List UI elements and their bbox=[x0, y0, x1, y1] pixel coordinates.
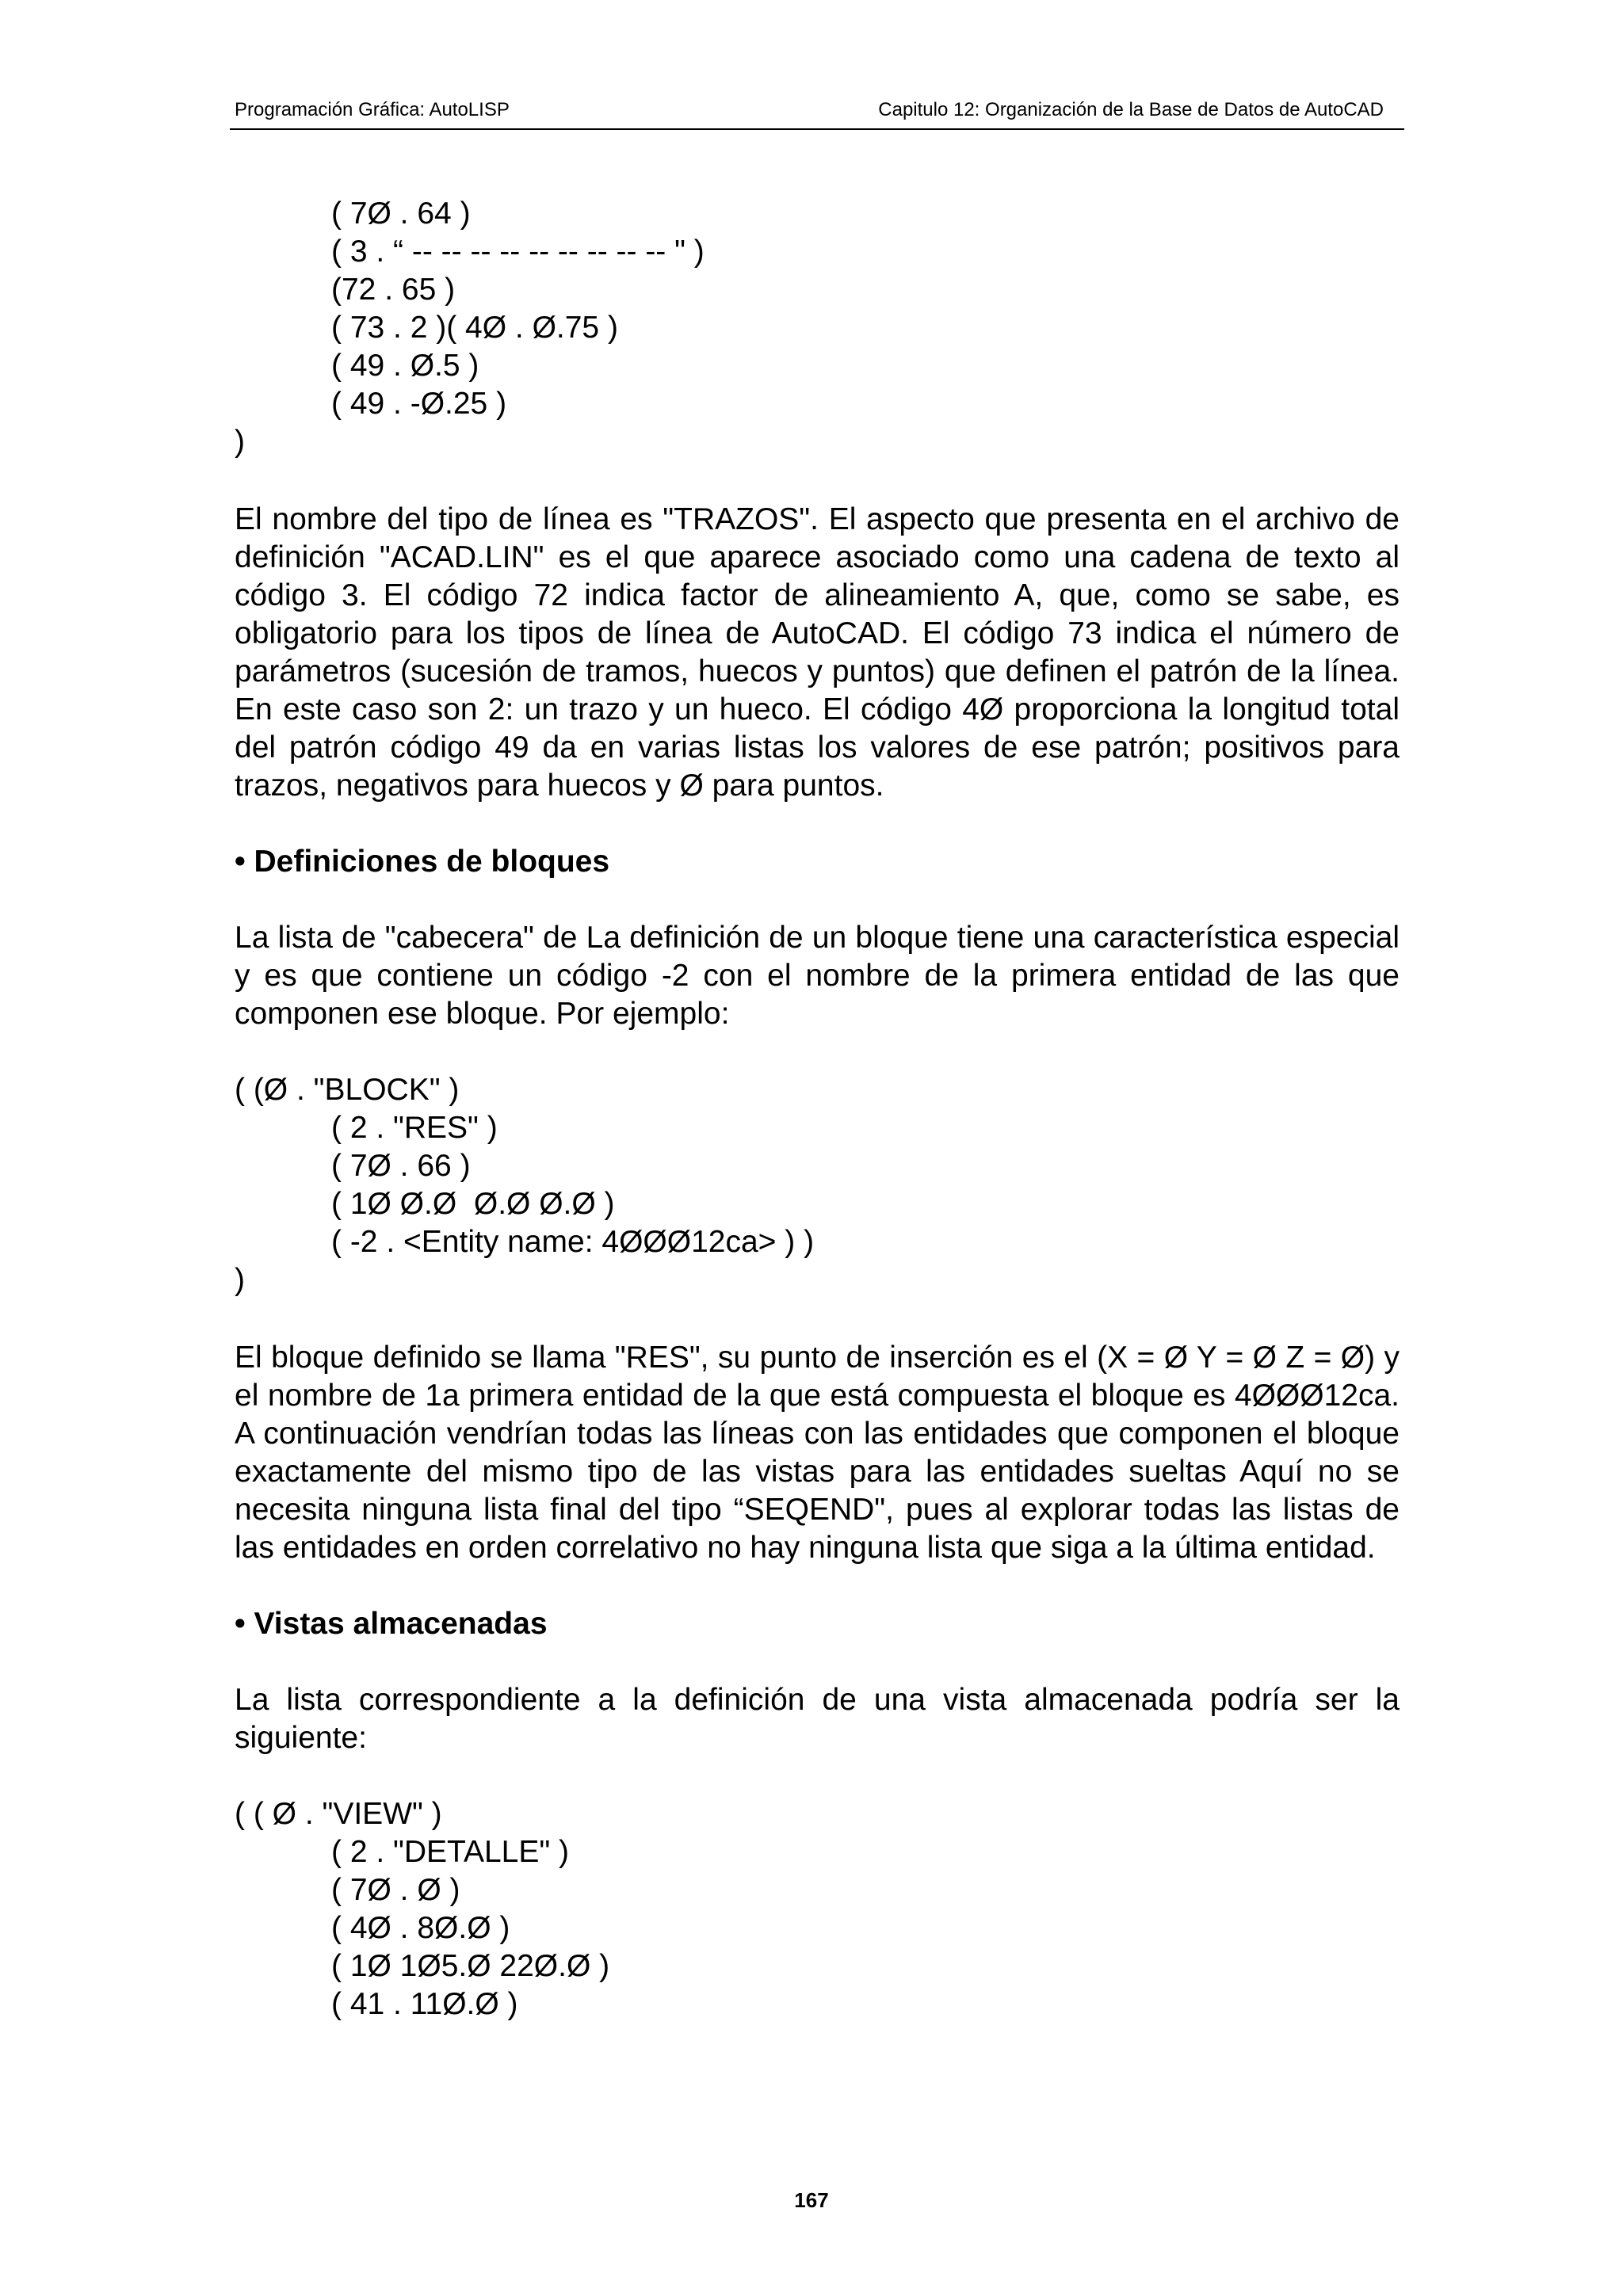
code-block-linetype bbox=[235, 195, 1400, 461]
code-line: ( -2 . <Entity name: 4ØØØ12ca> ) ) bbox=[331, 1225, 815, 1259]
page-content bbox=[235, 195, 1400, 2023]
code-line: ( 7Ø . 64 ) bbox=[331, 196, 471, 231]
code-line: ( 1Ø Ø.Ø Ø.Ø Ø.Ø ) bbox=[331, 1187, 615, 1221]
code-line: ( 73 . 2 )( 4Ø . Ø.75 ) bbox=[331, 311, 618, 345]
section-heading-block-definitions: • Definiciones de bloques bbox=[235, 845, 610, 879]
paragraph-block-header: La lista de "cabecera" de La definición de un bloque tiene una característica especial y es que contiene un código -2 con el nombre de la primera entidad de las que componen ese bloque. Por ejemplo: bbox=[235, 921, 1400, 1031]
code-line: ( 49 . -Ø.25 ) bbox=[331, 387, 507, 421]
section-heading-stored-views: • Vistas almacenadas bbox=[235, 1607, 548, 1641]
code-line: ( 49 . Ø.5 ) bbox=[331, 349, 479, 383]
code-line: ( 2 . "DETALLE" ) bbox=[331, 1835, 570, 1869]
code-line-open: ( ( Ø . "VIEW" ) bbox=[235, 1797, 442, 1831]
code-line: ( 2 . "RES" ) bbox=[331, 1111, 498, 1145]
code-line: ( 4Ø . 8Ø.Ø ) bbox=[331, 1911, 510, 1945]
code-block-view bbox=[235, 1795, 1400, 2023]
code-line: ( 7Ø . Ø ) bbox=[331, 1873, 460, 1907]
header-book-title: Programación Gráfica: AutoLISP bbox=[235, 99, 510, 120]
paragraph-view-intro: La lista correspondiente a la definición de una vista almacenada podría ser la siguiente: bbox=[235, 1683, 1400, 1755]
page-number: 167 bbox=[794, 2188, 829, 2212]
code-line: ( 1Ø 1Ø5.Ø 22Ø.Ø ) bbox=[331, 1949, 610, 1983]
code-line-close: ) bbox=[235, 1263, 245, 1297]
code-line: ( 41 . 11Ø.Ø ) bbox=[331, 1987, 518, 2021]
code-line-open: ( (Ø . "BLOCK" ) bbox=[235, 1073, 460, 1107]
code-block-block bbox=[235, 1071, 1400, 1299]
page-header bbox=[230, 97, 1404, 130]
code-line: ( 3 . “ -- -- -- -- -- -- -- -- -- " ) bbox=[331, 235, 705, 269]
paragraph-block-explanation: El bloque definido se llama "RES", su punto de inserción es el (X = Ø Y = Ø Z = Ø) y el nombre de 1a primera entidad de la que está compuesta el bloque es 4ØØØ12ca. A continuación vendrían todas las líneas con las entidades que componen el bloque exactamente del mismo tipo de las vistas para las entidades sueltas Aquí no se necesita ninguna lista final del tipo “SEQEND", pues al explorar todas las listas de las entidades en orden correlativo no hay ninguna lista que siga a la última entidad. bbox=[235, 1341, 1400, 1565]
code-line: ( 7Ø . 66 ) bbox=[331, 1149, 471, 1183]
header-chapter-title: Capitulo 12: Organización de la Base de Datos de AutoCAD bbox=[878, 99, 1384, 120]
paragraph-linetype-explanation: El nombre del tipo de línea es "TRAZOS". El aspecto que presenta en el archivo de definición "ACAD.LIN" es el que aparece asociado como una cadena de texto al código 3. El código 72 indica factor de alineamiento A, que, como se sabe, es obligatorio para los tipos de línea de AutoCAD. El código 73 indica el número de parámetros (sucesión de tramos, huecos y puntos) que definen el patrón de la línea. En este caso son 2: un trazo y un hueco. El código 4Ø proporciona la longitud total del patrón código 49 da en varias listas los valores de ese patrón; positivos para trazos, negativos para huecos y Ø para puntos. bbox=[235, 502, 1400, 803]
code-line-close: ) bbox=[235, 425, 245, 459]
code-line: (72 . 65 ) bbox=[331, 273, 456, 307]
